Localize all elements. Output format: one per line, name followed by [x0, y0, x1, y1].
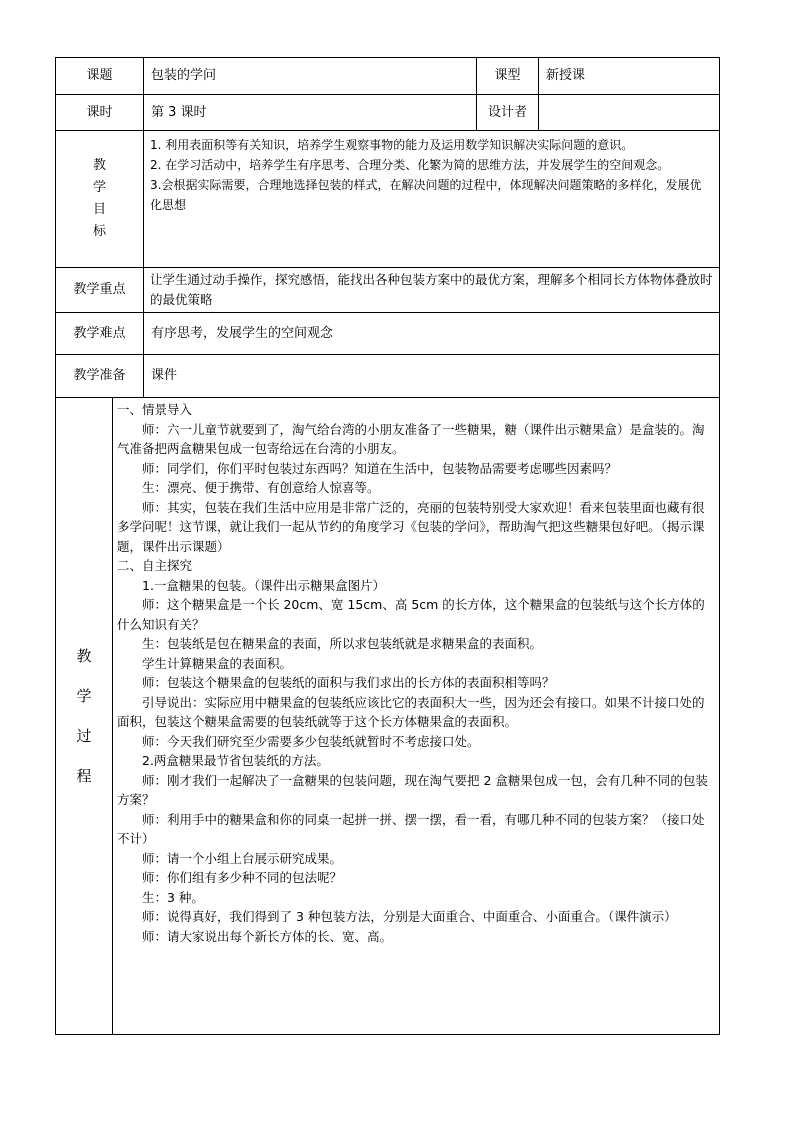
process-paragraph: 学生计算糖果盒的表面积。	[142, 655, 293, 671]
process-content	[113, 398, 720, 1035]
period-label: 课时	[56, 95, 144, 131]
process-row	[56, 398, 720, 1035]
process-paragraph: 师：同学们，你们平时包装过东西吗？知道在生活中，包装物品需要考虑哪些因素吗？	[142, 460, 618, 476]
process-paragraph: 师：请一个小组上台展示研究成果。	[142, 850, 343, 866]
period-row	[56, 95, 720, 131]
key-points-label: 教学重点	[56, 268, 144, 313]
process-paragraph: 生：漂亮、便于携带、有创意给人惊喜等。	[142, 480, 380, 495]
process-paragraph: 师：请大家说出每个新长方体的长、宽、高。	[142, 928, 393, 944]
preparation-row	[56, 355, 720, 398]
objective-item: 3.会根据实际需要，合理地选择包装的样式，在解决问题的过程中，体现解决问题策略的多样化，发展优化思想	[150, 178, 702, 212]
process-paragraph: 2.两盒糖果最节省包装纸的方法。	[142, 753, 329, 768]
objectives-row	[56, 131, 720, 268]
topic-row	[56, 58, 720, 95]
process-paragraph: 师：说得真好，我们得到了 3 种包装方法，分别是大面重合、中面重合、小面重合。（课件演示）	[142, 909, 677, 924]
process-paragraph: 师：其实，包装在我们生活中应用是非常广泛的，亮丽的包装特别受大家欢迎！看来包装里面也藏有很多学问呢！这节课，就让我们一起从节约的角度学习《包装的学问》，帮助淘气把这些糖果包好吧。（揭示课题，课件出示课题）	[117, 499, 705, 554]
process-paragraph: 师：你们组有多少种不同的包法呢？	[142, 870, 343, 885]
process-paragraph: 师：利用手中的糖果盒和你的同桌一起拼一拼、摆一摆，看一看，有哪几种不同的包装方案？（接口处不计）	[117, 811, 705, 846]
lesson-plan-table	[55, 57, 720, 398]
objectives-label: 教 学 目 标	[56, 131, 144, 268]
section-heading: 一、情景导入	[117, 402, 193, 417]
key-points-value: 让学生通过动手操作，探究感悟，能找出各种包装方案中的最优方案，理解多个相同长方体物体叠放时的最优策略	[144, 268, 720, 313]
difficulties-value: 有序思考，发展学生的空间观念	[144, 313, 720, 355]
objectives-content	[144, 131, 720, 268]
lesson-plan-document	[55, 57, 719, 1035]
topic-value: 包装的学问	[144, 58, 477, 95]
process-paragraph: 生：3 种。	[142, 889, 204, 905]
preparation-value: 课件	[144, 355, 720, 398]
process-label: 教 学 过 程	[56, 398, 113, 1035]
process-paragraph: 师：刚才我们一起解决了一盒糖果的包装问题，现在淘气要把 2 盒糖果包成一包，会有几种不同的包装方案？	[117, 772, 708, 807]
objective-item: 1. 利用表面积等有关知识，培养学生观察事物的能力及运用数学知识解决实际问题的意识。	[150, 138, 634, 152]
difficulties-row	[56, 313, 720, 355]
type-value: 新授课	[539, 58, 720, 95]
process-paragraph: 师：今天我们研究至少需要多少包装纸就暂时不考虑接口处。	[142, 733, 480, 749]
preparation-label: 教学准备	[56, 355, 144, 398]
section-heading: 二、自主探究	[117, 558, 193, 573]
period-value: 第 3 课时	[144, 95, 477, 131]
process-paragraph: 师：六一儿童节就要到了，淘气给台湾的小朋友准备了一些糖果，糖（课件出示糖果盒）是盒装的。淘气准备把两盒糖果包成一包寄给远在台湾的小朋友。	[117, 421, 705, 456]
process-paragraph: 生：包装纸是包在糖果盒的表面，所以求包装纸就是求糖果盒的表面积。	[142, 636, 543, 651]
process-paragraph: 引导说出：实际应用中糖果盒的包装纸应该比它的表面积大一些，因为还会有接口。如果不计接口处的面积，包装这个糖果盒需要的包装纸就等于这个长方体糖果盒的表面积。	[117, 694, 705, 729]
key-points-row	[56, 268, 720, 313]
designer-value	[539, 95, 720, 131]
objective-item: 2. 在学习活动中，培养学生有序思考、合理分类、化繁为简的思维方法，并发展学生的空间观念。	[150, 158, 670, 172]
process-paragraph: 1.一盒糖果的包装。（课件出示糖果盒图片）	[142, 577, 386, 593]
difficulties-label: 教学难点	[56, 313, 144, 355]
designer-label: 设计者	[477, 95, 539, 131]
type-label: 课型	[477, 58, 539, 95]
process-paragraph: 师：这个糖果盒是一个长 20cm、宽 15cm、高 5cm 的长方体，这个糖果盒的包装纸与这个长方体的什么知识有关？	[117, 597, 705, 632]
process-table	[55, 397, 720, 1035]
process-paragraph: 师：包装这个糖果盒的包装纸的面积与我们求出的长方体的表面积相等吗？	[142, 675, 555, 690]
topic-label: 课题	[56, 58, 144, 95]
